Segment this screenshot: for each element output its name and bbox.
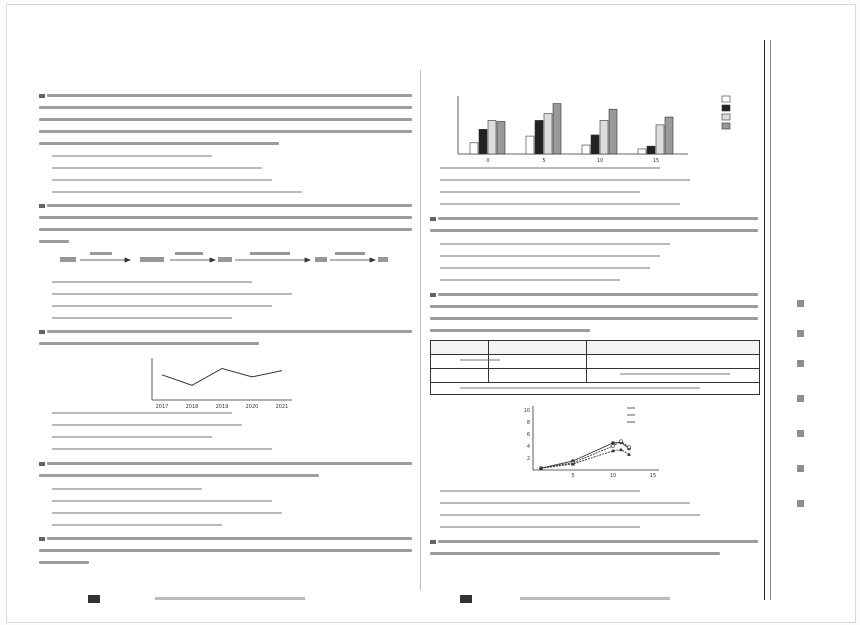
x-tick-label: 2017 [155, 404, 169, 410]
option-b [440, 502, 690, 504]
question-stem-line [47, 462, 412, 465]
x-tick-label: 10 [596, 158, 604, 164]
bar-chart [440, 92, 770, 164]
margin-glyph [797, 465, 804, 472]
option-c [440, 191, 640, 193]
question-number [39, 330, 45, 334]
table-header-row [431, 341, 760, 355]
publisher-logo-icon [88, 595, 100, 603]
x-tick-label: 2021 [275, 404, 289, 410]
table-header-cell [431, 341, 489, 355]
bar [582, 145, 590, 154]
question-stem-line [39, 118, 412, 121]
y-tick-label: 10 [523, 408, 530, 414]
option-c [52, 179, 272, 181]
question-stem-line [39, 130, 412, 133]
question-stem-line [430, 317, 758, 320]
bar [656, 125, 664, 154]
data-point [627, 452, 631, 456]
y-tick-label: 4 [526, 444, 530, 450]
x-tick-label: 0 [486, 158, 490, 164]
question-stem-line [47, 204, 412, 207]
bar [488, 120, 496, 154]
question-stem-line [39, 561, 89, 564]
question-stem-line [438, 293, 758, 296]
table-cell-text [620, 373, 730, 375]
option-d [440, 526, 640, 528]
x-tick-label: 10 [609, 473, 617, 479]
x-tick-label: 5 [571, 473, 575, 479]
option-d [440, 279, 620, 281]
question-stem-line [438, 540, 758, 543]
option-c [52, 305, 272, 307]
legend-swatch [722, 105, 730, 111]
option-d [52, 317, 232, 319]
table-cell [587, 369, 760, 383]
option-b [440, 255, 660, 257]
option-a [52, 155, 212, 157]
option-b [440, 179, 690, 181]
table-cell [489, 355, 587, 369]
q12-line-chart [140, 352, 300, 410]
question-stem-line [47, 537, 412, 540]
y-tick-label: 6 [526, 432, 530, 438]
bar [647, 146, 655, 154]
x-tick-label: 15 [649, 473, 657, 479]
option-d [52, 448, 272, 450]
x-tick-label: 2020 [245, 404, 259, 410]
legend-swatch [722, 114, 730, 120]
x-tick-label: 2019 [215, 404, 229, 410]
option-c [440, 267, 650, 269]
bar [497, 122, 505, 154]
bar [600, 120, 608, 154]
question-stem-line [47, 330, 412, 333]
bar [526, 136, 534, 154]
series-line [162, 369, 282, 386]
table-row [431, 355, 760, 369]
margin-glyph [797, 500, 804, 507]
question-stem-line [39, 142, 279, 145]
option-c [52, 436, 212, 438]
bar [591, 135, 599, 154]
question-number [39, 204, 45, 208]
table-cell [489, 369, 587, 383]
x-tick-label: 15 [652, 158, 660, 164]
question-stem-line [430, 229, 758, 232]
option-a [52, 412, 232, 414]
option-a [440, 243, 670, 245]
margin-glyph [797, 430, 804, 437]
option-b [52, 424, 242, 426]
question-stem-line [430, 552, 720, 555]
margin-glyph [797, 395, 804, 402]
question-stem-line [39, 240, 69, 243]
question-number [39, 462, 45, 466]
question-stem-line [39, 342, 259, 345]
margin-glyph [797, 360, 804, 367]
data-point [612, 445, 615, 448]
bar [535, 120, 543, 154]
option-b [52, 500, 272, 502]
legend-swatch [722, 96, 730, 102]
option-a [440, 167, 660, 169]
table-row [431, 369, 760, 383]
x-tick-label: 2018 [185, 404, 199, 410]
question-number [39, 537, 45, 541]
option-c [52, 512, 282, 514]
option-d [440, 203, 680, 205]
question-number [430, 293, 436, 297]
bar [470, 143, 478, 154]
legend-swatch [722, 123, 730, 129]
option-b [52, 293, 292, 295]
y-tick-label: 2 [526, 456, 530, 462]
y-tick-label: 8 [526, 420, 530, 426]
bar [479, 129, 487, 154]
question-stem-line [39, 106, 412, 109]
margin-glyph [797, 300, 804, 307]
bar [544, 114, 552, 154]
bar [638, 149, 646, 154]
option-a [52, 488, 202, 490]
option-d [52, 524, 222, 526]
series-line [541, 442, 629, 468]
table-cell [431, 369, 489, 383]
table-header-cell [587, 341, 760, 355]
table-header-cell [489, 341, 587, 355]
question-number [39, 94, 45, 98]
question-stem-line [39, 549, 412, 552]
footer-text-rendering [520, 597, 670, 600]
pathway-diagram [60, 250, 390, 274]
option-c [440, 514, 700, 516]
data-point [612, 442, 615, 445]
option-b [52, 167, 262, 169]
question-stem-line [47, 94, 412, 97]
immune-response-line-chart [515, 402, 675, 480]
question-stem-line [438, 217, 758, 220]
table-cell-text [460, 387, 700, 389]
option-a [440, 490, 640, 492]
bar [553, 104, 561, 154]
binding-line-2 [770, 40, 771, 600]
option-a [52, 281, 252, 283]
footer-text-rendering [155, 597, 305, 600]
option-d [52, 191, 302, 193]
data-point [619, 448, 623, 452]
question-stem-line [430, 305, 758, 308]
margin-glyph [797, 330, 804, 337]
data-point [628, 446, 631, 449]
question-number [430, 217, 436, 221]
data-point [620, 440, 623, 443]
table-cell [587, 355, 760, 369]
column-divider [420, 70, 421, 590]
question-number [430, 540, 436, 544]
publisher-logo-icon [460, 595, 472, 603]
question-stem-line [39, 228, 412, 231]
bar [609, 109, 617, 154]
question-stem-line [39, 474, 319, 477]
table-cell-text [460, 359, 500, 361]
series-line [541, 441, 629, 468]
bar [665, 117, 673, 154]
table-cell [431, 355, 489, 369]
x-tick-label: 5 [542, 158, 546, 164]
question-stem-line [39, 216, 412, 219]
question-stem-line [430, 329, 590, 332]
